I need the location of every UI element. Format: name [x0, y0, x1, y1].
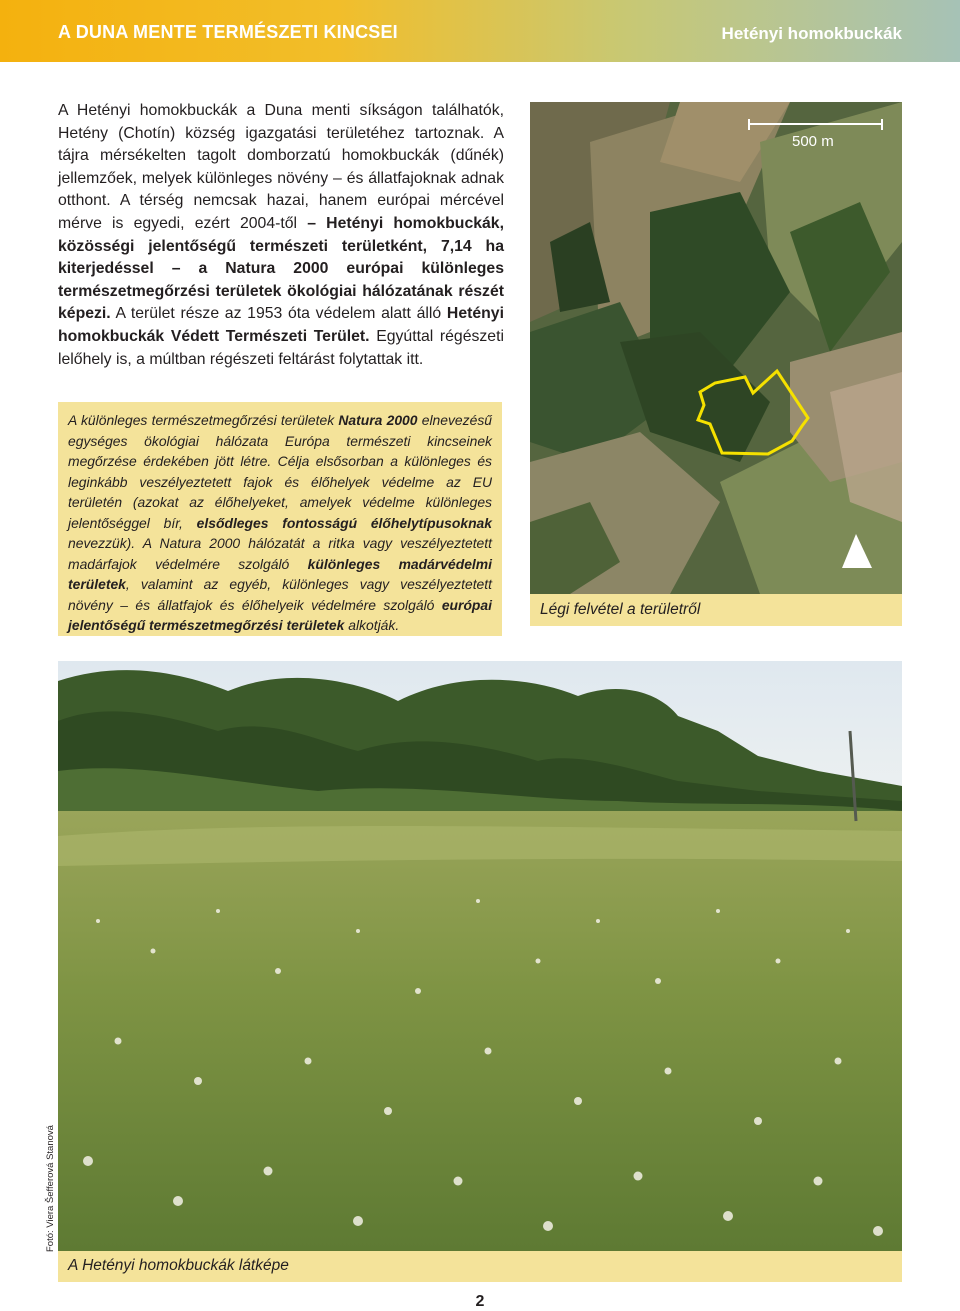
- intro-paragraph: [58, 100, 504, 371]
- page-header: [0, 0, 960, 62]
- natura-text-5: alkotják.: [344, 617, 400, 633]
- intro-bold-1: – Hetényi homokbuckák, közösségi jelentőségű természeti területként, 7,14 ha kiterjedéssel – a Natura 2000 európai különleges természetmegőrzési területek ökológiai hálózatának részét képezi.: [58, 214, 504, 323]
- natura-bold-4: európai jelentőségű természetmegőrzési területek: [68, 596, 492, 633]
- section-title: Hetényi homokbuckák: [721, 24, 902, 43]
- natura-bold-1: Natura 2000: [338, 412, 418, 428]
- intro-text-1: A Hetényi homokbuckák a Duna menti síkságon találhatók, Hetény (Chotín) község igazgatási területéhez tartoznak. A tájra mérsékelten tagolt domborzatú homokbuckák (dűnék) jellemzőek, melyek különleges növény – és állatfajoknak adnak otthont. A térség nemcsak hazai, hanem európai mércével mérve is egyedi, ezért 2004-től: [58, 102, 504, 232]
- natura-text-4: , valamint az egyéb, különleges vagy veszélyeztetett növény – és állatfajok és élőhelyeik védelmére szolgáló: [68, 576, 492, 613]
- aerial-caption: Légi felvétel a területről: [530, 594, 902, 626]
- photo-caption: A Hetényi homokbuckák látképe: [58, 1251, 902, 1282]
- intro-bold-2: Hetényi homokbuckák Védett Természeti Terület.: [58, 305, 504, 345]
- intro-text-2: A terület része az 1953 óta védelem alatt álló: [110, 305, 447, 323]
- landscape-photo-image: [58, 661, 902, 1251]
- page-number: 2: [475, 1293, 485, 1310]
- natura-text-3: nevezzük). A Natura 2000 hálózatát a ritka vagy veszélyeztetett madárfajok védelmére szolgáló: [68, 535, 492, 572]
- scale-bar-label: 500 m: [792, 133, 834, 150]
- photo-credit: Fotó: Viera Šefferová Stanová: [45, 1125, 56, 1252]
- aerial-photo-image: [530, 102, 902, 594]
- landscape-photo: [58, 661, 902, 1251]
- natura-text-2: elnevezésű egységes ökológiai hálózata Európa természeti kincseinek megőrzése érdekében jött létre. Célja elsősorban a különleges és leginkább veszélyeztetett fajok és élőhelyek védelme az EU területén (azokat az élőhelyeket, amelyek védelme különleges jelentőséggel bír,: [68, 412, 492, 531]
- natura-bold-3: különleges madárvédelmi területek: [68, 555, 492, 592]
- intro-text-3: Egyúttal régészeti lelőhely is, a múltban régészeti feltárást folytattak itt.: [58, 327, 504, 368]
- natura-info-box: [58, 402, 502, 636]
- natura-bold-2: elsődleges fontosságú élőhelytípusoknak: [196, 514, 493, 531]
- aerial-photo: [530, 102, 902, 594]
- natura-text-1: A különleges természetmegőrzési területek: [68, 412, 339, 428]
- series-title: A DUNA MENTE TERMÉSZETI KINCSEI: [58, 22, 398, 42]
